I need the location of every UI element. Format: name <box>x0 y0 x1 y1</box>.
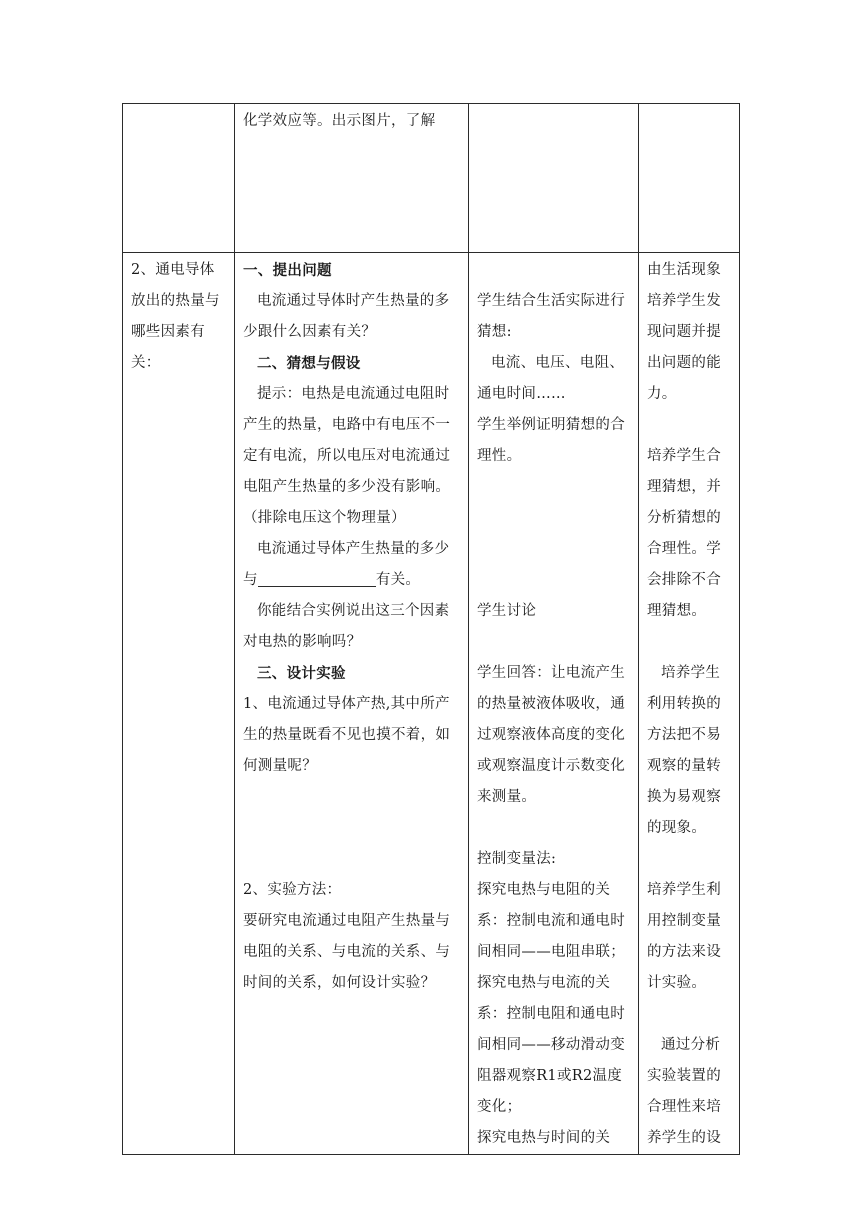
fill-in-prefix: 与 <box>243 572 258 588</box>
design-intent-cell <box>639 253 740 1155</box>
paragraph: 学生结合生活实际进行猜想: <box>477 293 625 340</box>
section-heading: 二、猜想与假设 <box>257 355 361 372</box>
paragraph: 电流通过导体产生热量的多少 <box>257 541 450 557</box>
paragraph: 2、实验方法： <box>243 882 342 898</box>
topic-cell <box>123 253 235 1155</box>
paragraph: 要研究电流通过电阻产生热量与电阻的关系、与电流的关系、与时间的关系，如何设计实验？ <box>243 913 451 991</box>
topic-text: 2、通电导体放出的热量与哪些因素有关： <box>131 262 220 371</box>
spacer <box>647 627 733 658</box>
fill-in-blank <box>258 568 376 587</box>
section-heading: 一、提出问题 <box>243 262 332 279</box>
section-heading: 三、设计实验 <box>257 665 346 682</box>
paragraph: 探究电热与电流的关系：控制电阻和通电时间相同——移动滑动变阻器观察R1或R2温度变化； <box>477 975 625 1115</box>
paragraph: 培养学生利用转换的方法把不易观察的量转换为易观察的现象。 <box>647 665 721 836</box>
paragraph: （排除电压这个物理量） <box>243 510 406 526</box>
spacer <box>477 255 632 286</box>
paragraph: 你能结合实例说出这三个因素对电热的影响吗？ <box>243 603 450 650</box>
spacer <box>477 472 632 534</box>
paragraph: 探究电热与时间的关 <box>477 1130 611 1146</box>
spacer <box>477 813 632 844</box>
cell-text: 化学效应等。出示图片，了解 <box>243 113 436 129</box>
paragraph: 电流通过导体时产生热量的多少跟什么因素有关？ <box>243 293 450 340</box>
paragraph: 通过分析实验装置的合理性来培养学生的设 <box>647 1037 721 1146</box>
fill-in-line <box>243 565 462 596</box>
topic-cell <box>123 104 235 253</box>
spacer <box>647 999 733 1030</box>
teacher-activity-cell <box>235 104 469 253</box>
paragraph: 控制变量法: <box>477 851 557 867</box>
lesson-plan-table <box>122 103 740 1155</box>
paragraph: 学生讨论 <box>477 603 537 619</box>
paragraph: 电流、电压、电阻、通电时间…… <box>477 355 625 402</box>
spacer <box>243 782 462 844</box>
table-row <box>123 253 740 1155</box>
spacer <box>477 534 632 596</box>
paragraph: 由生活现象培养学生发现问题并提出问题的能力。 <box>647 262 721 402</box>
spacer <box>647 844 733 875</box>
spacer <box>647 410 733 441</box>
spacer <box>243 844 462 875</box>
fill-in-suffix: 有关。 <box>375 572 421 588</box>
teacher-activity-cell <box>235 253 469 1155</box>
student-activity-cell <box>469 253 639 1155</box>
table-row <box>123 104 740 253</box>
paragraph: 提示：电热是电流通过电阻时产生的热量，电路中有电压不一定有电流，所以电压对电流通过电阻产生热量的多少没有影响。 <box>243 386 451 495</box>
paragraph: 培养学生利用控制变量的方法来设计实验。 <box>647 882 721 991</box>
student-activity-cell <box>469 104 639 253</box>
paragraph: 学生回答：让电流产生的热量被液体吸收，通过观察液体高度的变化或观察温度计示数变化来测量。 <box>477 665 625 805</box>
spacer <box>477 627 632 658</box>
paragraph: 1、电流通过导体产热,其中所产生的热量既看不见也摸不着，如何测量呢？ <box>243 696 451 774</box>
design-intent-cell <box>639 104 740 253</box>
paragraph: 探究电热与电阻的关系：控制电流和通电时间相同——电阻串联； <box>477 882 625 960</box>
paragraph: 培养学生合理猜想，并分析猜想的合理性。学会排除不合理猜想。 <box>647 448 721 619</box>
paragraph: 学生举例证明猜想的合理性。 <box>477 417 625 464</box>
